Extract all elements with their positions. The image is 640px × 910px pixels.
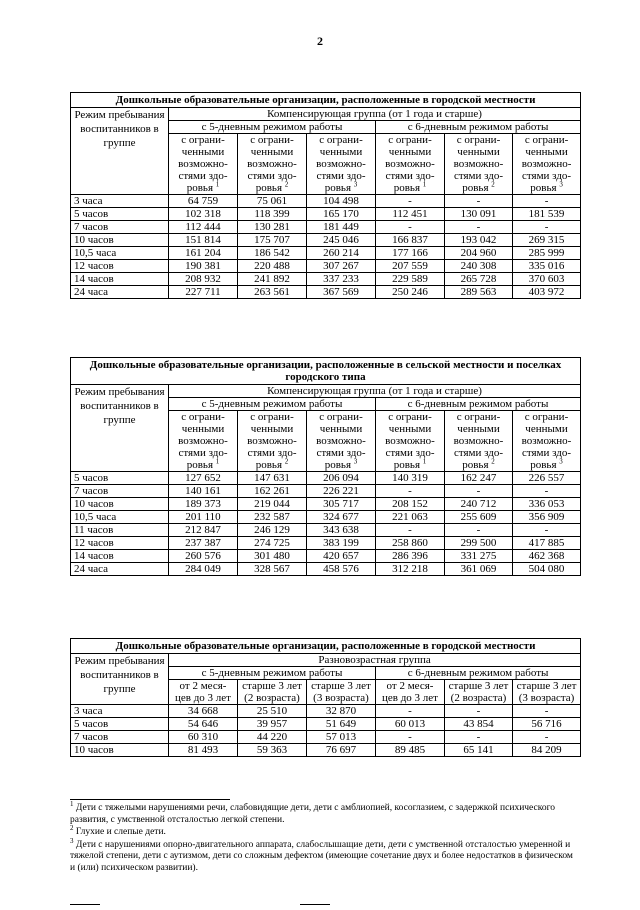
group-header: Компенсирующая группа (от 1 года и старше) bbox=[169, 385, 581, 398]
subheader-text: с ограни-ченными возможно-стями здо-ровья bbox=[316, 134, 366, 194]
table-cell: 417 885 bbox=[513, 537, 581, 550]
table-row bbox=[71, 705, 581, 718]
column-subheader bbox=[376, 134, 445, 195]
table-cell: 232 587 bbox=[238, 511, 307, 524]
table-cell: 285 999 bbox=[513, 247, 581, 260]
table-cell: - bbox=[513, 524, 581, 537]
table-cell: - bbox=[376, 221, 445, 234]
table-cell: 43 854 bbox=[445, 718, 513, 731]
footnote-mark: 2 bbox=[284, 457, 289, 466]
group-header: Разновозрастная группа bbox=[169, 654, 581, 667]
table-row bbox=[71, 208, 581, 221]
footnote-mark: 3 bbox=[559, 457, 563, 466]
column-subheader bbox=[169, 411, 238, 472]
subheader-text: с ограни-ченными возможно-стями здо-ровья bbox=[178, 134, 228, 194]
table-cell: - bbox=[445, 195, 513, 208]
column-subheader bbox=[238, 411, 307, 472]
table-cell: 462 368 bbox=[513, 550, 581, 563]
footnotes bbox=[70, 799, 580, 875]
table-cell: - bbox=[445, 524, 513, 537]
table-cell: 220 488 bbox=[238, 260, 307, 273]
footnote-mark: 3 bbox=[559, 180, 563, 189]
row-label: 10 часов bbox=[71, 744, 169, 757]
rate-table-2 bbox=[70, 357, 581, 576]
table-cell: 76 697 bbox=[307, 744, 376, 757]
table-row bbox=[71, 260, 581, 273]
table-cell: 65 141 bbox=[445, 744, 513, 757]
row-label: 5 часов bbox=[71, 718, 169, 731]
footnote-mark: 2 bbox=[284, 180, 289, 189]
table-cell: 258 860 bbox=[376, 537, 445, 550]
mode-column-header: Режим пребывания воспитанников в группе bbox=[71, 108, 169, 195]
column-subheader bbox=[169, 134, 238, 195]
table-cell: 331 275 bbox=[445, 550, 513, 563]
row-label: 24 часа bbox=[71, 286, 169, 299]
table-cell: 177 166 bbox=[376, 247, 445, 260]
subheader-text: старше 3 лет (3 возраста) bbox=[311, 680, 371, 704]
table-cell: 361 069 bbox=[445, 563, 513, 576]
table-cell: 32 870 bbox=[307, 705, 376, 718]
table-cell: - bbox=[445, 221, 513, 234]
table-cell: - bbox=[445, 705, 513, 718]
mode-5day-header: с 5-дневным режимом работы bbox=[169, 398, 376, 411]
column-subheader bbox=[513, 680, 581, 705]
table-row bbox=[71, 498, 581, 511]
table-cell: 246 129 bbox=[238, 524, 307, 537]
table-cell: 245 046 bbox=[307, 234, 376, 247]
table-cell: 84 209 bbox=[513, 744, 581, 757]
subheader-text: с ограни-ченными возможно-стями здо-ровья bbox=[453, 411, 504, 471]
row-label: 10 часов bbox=[71, 498, 169, 511]
table-row bbox=[71, 550, 581, 563]
table-cell: 181 539 bbox=[513, 208, 581, 221]
table-cell: 59 363 bbox=[238, 744, 307, 757]
table-cell: 370 603 bbox=[513, 273, 581, 286]
table-cell: 458 576 bbox=[307, 563, 376, 576]
table-row bbox=[71, 511, 581, 524]
table-cell: 75 061 bbox=[238, 195, 307, 208]
page-bottom-rules bbox=[70, 892, 580, 910]
footnote-mark: 2 bbox=[491, 457, 495, 466]
row-label: 10,5 часа bbox=[71, 511, 169, 524]
table-cell: 175 707 bbox=[238, 234, 307, 247]
mode-6day-header: с 6-дневным режимом работы bbox=[376, 667, 581, 680]
table-cell: 81 493 bbox=[169, 744, 238, 757]
table-cell: 403 972 bbox=[513, 286, 581, 299]
subheader-text: с ограни-ченными возможно-стями здо-ровья bbox=[178, 411, 228, 471]
table-cell: 162 261 bbox=[238, 485, 307, 498]
table-cell: 186 542 bbox=[238, 247, 307, 260]
subheader-text: с ограни-ченными возможно-стями здо-ровья bbox=[385, 134, 435, 194]
table-cell: 328 567 bbox=[238, 563, 307, 576]
table-cell: 130 091 bbox=[445, 208, 513, 221]
table-cell: 260 576 bbox=[169, 550, 238, 563]
table-row bbox=[71, 195, 581, 208]
table-cell: 162 247 bbox=[445, 472, 513, 485]
table-cell: 193 042 bbox=[445, 234, 513, 247]
rate-table-1 bbox=[70, 92, 581, 299]
subheader-text: старше 3 лет (3 возраста) bbox=[516, 680, 577, 704]
table-cell: 104 498 bbox=[307, 195, 376, 208]
table-row bbox=[71, 273, 581, 286]
table-cell: 343 638 bbox=[307, 524, 376, 537]
subheader-text: с ограни-ченными возможно-стями здо-ровья bbox=[521, 411, 572, 471]
footnote-mark: 2 bbox=[491, 180, 495, 189]
table-cell: 54 646 bbox=[169, 718, 238, 731]
table-cell: 165 170 bbox=[307, 208, 376, 221]
table-cell: 181 449 bbox=[307, 221, 376, 234]
subheader-text: старше 3 лет (2 возраста) bbox=[242, 680, 302, 704]
table-cell: 219 044 bbox=[238, 498, 307, 511]
column-subheader bbox=[238, 134, 307, 195]
table-cell: - bbox=[513, 731, 581, 744]
table-cell: 226 221 bbox=[307, 485, 376, 498]
table-row bbox=[71, 718, 581, 731]
footnote-mark: 1 bbox=[215, 180, 220, 189]
table-cell: 25 510 bbox=[238, 705, 307, 718]
column-subheader bbox=[238, 680, 307, 705]
table-cell: 208 932 bbox=[169, 273, 238, 286]
row-label: 10 часов bbox=[71, 234, 169, 247]
row-label: 3 часа bbox=[71, 705, 169, 718]
table-cell: 140 161 bbox=[169, 485, 238, 498]
table-row bbox=[71, 221, 581, 234]
row-label: 14 часов bbox=[71, 550, 169, 563]
table-cell: 166 837 bbox=[376, 234, 445, 247]
column-subheader bbox=[445, 411, 513, 472]
table-cell: 151 814 bbox=[169, 234, 238, 247]
table-cell: 190 381 bbox=[169, 260, 238, 273]
table-title: Дошкольные образовательные организации, расположенные в городской местности bbox=[71, 639, 581, 654]
column-subheader bbox=[169, 680, 238, 705]
table-cell: 504 080 bbox=[513, 563, 581, 576]
table-cell: - bbox=[376, 731, 445, 744]
subheader-text: старше 3 лет (2 возраста) bbox=[448, 680, 509, 704]
table-cell: 189 373 bbox=[169, 498, 238, 511]
table-row bbox=[71, 286, 581, 299]
column-subheader bbox=[445, 680, 513, 705]
subheader-text: от 2 меся-цев до 3 лет bbox=[175, 680, 231, 704]
row-label: 14 часов bbox=[71, 273, 169, 286]
row-label: 3 часа bbox=[71, 195, 169, 208]
row-label: 10,5 часа bbox=[71, 247, 169, 260]
table-cell: 161 204 bbox=[169, 247, 238, 260]
table-title: Дошкольные образовательные организации, расположенные в городской местности bbox=[71, 93, 581, 108]
row-label: 12 часов bbox=[71, 537, 169, 550]
footnote-mark: 1 bbox=[215, 457, 220, 466]
table-cell: 240 308 bbox=[445, 260, 513, 273]
footnote-mark: 1 bbox=[422, 180, 427, 189]
mode-6day-header: с 6-дневным режимом работы bbox=[376, 398, 581, 411]
column-subheader bbox=[513, 411, 581, 472]
table-cell: 102 318 bbox=[169, 208, 238, 221]
table-cell: 229 589 bbox=[376, 273, 445, 286]
table-cell: 207 559 bbox=[376, 260, 445, 273]
table-cell: 336 053 bbox=[513, 498, 581, 511]
row-label: 11 часов bbox=[71, 524, 169, 537]
table-cell: 206 094 bbox=[307, 472, 376, 485]
table-cell: 60 013 bbox=[376, 718, 445, 731]
table-cell: 305 717 bbox=[307, 498, 376, 511]
table-cell: - bbox=[376, 705, 445, 718]
page-number: 2 bbox=[317, 34, 323, 48]
table-cell: - bbox=[376, 485, 445, 498]
table-cell: - bbox=[513, 221, 581, 234]
table-cell: 60 310 bbox=[169, 731, 238, 744]
subheader-text: от 2 меся-цев до 3 лет bbox=[382, 680, 438, 704]
table-row bbox=[71, 247, 581, 260]
table-row bbox=[71, 563, 581, 576]
table-cell: 56 716 bbox=[513, 718, 581, 731]
subheader-text: с ограни-ченными возможно-стями здо-ровья bbox=[247, 411, 297, 471]
table-cell: 221 063 bbox=[376, 511, 445, 524]
footnote-1: $^1$ Дети с тяжелыми нарушениями речи, слабовидящие дети, дети с амблиопией, косоглазием, с задержкой психического развития, с умственной отсталостью легкой степени. bbox=[70, 799, 556, 825]
row-label: 12 часов bbox=[71, 260, 169, 273]
table-row bbox=[71, 744, 581, 757]
subheader-text: с ограни-ченными возможно-стями здо-ровья bbox=[316, 411, 366, 471]
subheader-text: с ограни-ченными возможно-стями здо-ровья bbox=[247, 134, 297, 194]
footnote-2: $^2$ Глухие и слепые дети. bbox=[70, 823, 166, 837]
table-row bbox=[71, 524, 581, 537]
table-cell: 301 480 bbox=[238, 550, 307, 563]
table-cell: 208 152 bbox=[376, 498, 445, 511]
table-cell: 89 485 bbox=[376, 744, 445, 757]
mode-6day-header: с 6-дневным режимом работы bbox=[376, 121, 581, 134]
table-cell: 57 013 bbox=[307, 731, 376, 744]
row-label: 24 часа bbox=[71, 563, 169, 576]
table-cell: 367 569 bbox=[307, 286, 376, 299]
table-cell: - bbox=[513, 705, 581, 718]
table-cell: 240 712 bbox=[445, 498, 513, 511]
table-cell: 289 563 bbox=[445, 286, 513, 299]
table-cell: 34 668 bbox=[169, 705, 238, 718]
table-cell: 64 759 bbox=[169, 195, 238, 208]
table-cell: 147 631 bbox=[238, 472, 307, 485]
subheader-text: с ограни-ченными возможно-стями здо-ровья bbox=[453, 134, 504, 194]
table-cell: - bbox=[376, 524, 445, 537]
subheader-text: с ограни-ченными возможно-стями здо-ровья bbox=[385, 411, 435, 471]
table-cell: 284 049 bbox=[169, 563, 238, 576]
table-title: Дошкольные образовательные организации, расположенные в сельской местности и поселках городского типа bbox=[71, 358, 581, 385]
mode-5day-header: с 5-дневным режимом работы bbox=[169, 667, 376, 680]
table-cell: - bbox=[445, 485, 513, 498]
footnote-mark: 3 bbox=[353, 457, 358, 466]
table-cell: 51 649 bbox=[307, 718, 376, 731]
column-subheader bbox=[376, 411, 445, 472]
table-cell: 204 960 bbox=[445, 247, 513, 260]
table-cell: 265 728 bbox=[445, 273, 513, 286]
column-subheader bbox=[307, 680, 376, 705]
table-cell: 269 315 bbox=[513, 234, 581, 247]
table-cell: 312 218 bbox=[376, 563, 445, 576]
table-cell: 335 016 bbox=[513, 260, 581, 273]
column-subheader bbox=[376, 680, 445, 705]
footnote-3: $^3$ Дети с нарушениями опорно-двигательного аппарата, слабослышащие дети, дети с умственной отсталостью умеренной и тяжелой степени, дети с аутизмом, дети со сложным дефектом (имеющие сочетание двух и более недостатков в физическом и (или) психическом развитии). bbox=[70, 836, 573, 873]
table-cell: 201 110 bbox=[169, 511, 238, 524]
table-cell: 44 220 bbox=[238, 731, 307, 744]
table-cell: 274 725 bbox=[238, 537, 307, 550]
column-subheader bbox=[445, 134, 513, 195]
row-label: 5 часов bbox=[71, 472, 169, 485]
column-subheader bbox=[513, 134, 581, 195]
mode-column-header: Режим пребывания воспитанников в группе bbox=[71, 385, 169, 472]
row-label: 5 часов bbox=[71, 208, 169, 221]
mode-5day-header: с 5-дневным режимом работы bbox=[169, 121, 376, 134]
table-cell: 130 281 bbox=[238, 221, 307, 234]
table-cell: 299 500 bbox=[445, 537, 513, 550]
table-cell: 307 267 bbox=[307, 260, 376, 273]
table-cell: - bbox=[513, 195, 581, 208]
table-cell: 255 609 bbox=[445, 511, 513, 524]
table-cell: - bbox=[376, 195, 445, 208]
column-subheader bbox=[307, 134, 376, 195]
table-cell: 286 396 bbox=[376, 550, 445, 563]
table-row bbox=[71, 485, 581, 498]
row-label: 7 часов bbox=[71, 731, 169, 744]
mode-column-header: Режим пребывания воспитанников в группе bbox=[71, 654, 169, 705]
table-cell: 337 233 bbox=[307, 273, 376, 286]
table-row bbox=[71, 537, 581, 550]
footnote-mark: 3 bbox=[353, 180, 358, 189]
table-cell: 118 399 bbox=[238, 208, 307, 221]
table-cell: 241 892 bbox=[238, 273, 307, 286]
table-cell: 324 677 bbox=[307, 511, 376, 524]
table-cell: 226 557 bbox=[513, 472, 581, 485]
table-cell: 39 957 bbox=[238, 718, 307, 731]
table-cell: 260 214 bbox=[307, 247, 376, 260]
table-cell: 112 444 bbox=[169, 221, 238, 234]
table-cell: - bbox=[445, 731, 513, 744]
table-row bbox=[71, 731, 581, 744]
table-cell: - bbox=[513, 485, 581, 498]
table-cell: 140 319 bbox=[376, 472, 445, 485]
table-cell: 212 847 bbox=[169, 524, 238, 537]
table-cell: 127 652 bbox=[169, 472, 238, 485]
table-row bbox=[71, 234, 581, 247]
rate-table-3 bbox=[70, 638, 581, 757]
table-row bbox=[71, 472, 581, 485]
table-cell: 263 561 bbox=[238, 286, 307, 299]
table-cell: 383 199 bbox=[307, 537, 376, 550]
footnote-divider bbox=[70, 799, 230, 800]
footnote-mark: 1 bbox=[422, 457, 427, 466]
table-cell: 250 246 bbox=[376, 286, 445, 299]
row-label: 7 часов bbox=[71, 485, 169, 498]
table-cell: 227 711 bbox=[169, 286, 238, 299]
table-cell: 112 451 bbox=[376, 208, 445, 221]
table-cell: 356 909 bbox=[513, 511, 581, 524]
table-cell: 420 657 bbox=[307, 550, 376, 563]
row-label: 7 часов bbox=[71, 221, 169, 234]
group-header: Компенсирующая группа (от 1 года и старше) bbox=[169, 108, 581, 121]
subheader-text: с ограни-ченными возможно-стями здо-ровья bbox=[521, 134, 572, 194]
table-cell: 237 387 bbox=[169, 537, 238, 550]
column-subheader bbox=[307, 411, 376, 472]
